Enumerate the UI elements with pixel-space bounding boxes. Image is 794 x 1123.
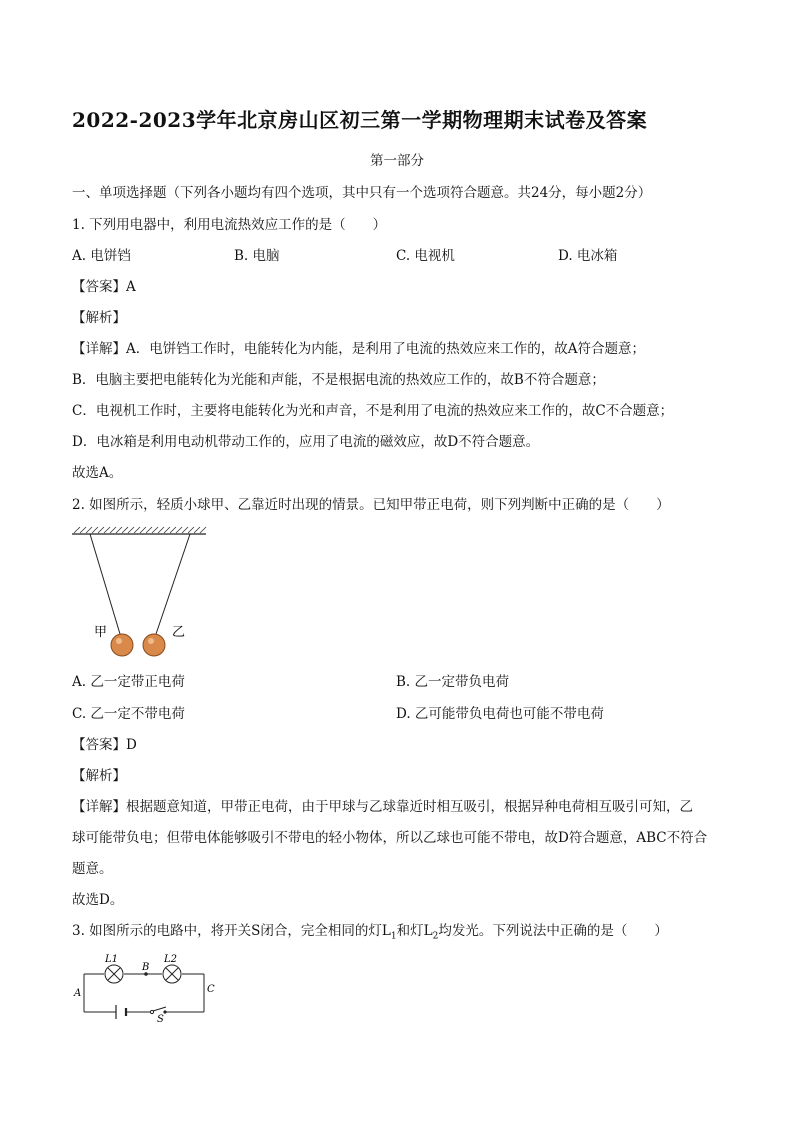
label-c: C (207, 984, 215, 995)
q1-detail-line: 【详解】A．电饼铛工作时，电能转化为内能，是利用了电流的热效应来工作的，故A符合题意； (72, 341, 645, 357)
q2-detail-line: 【详解】根据题意知道，甲带正电荷，由于甲球与乙球靠近时相互吸引，根据异种电荷相互吸引可知，乙 (72, 799, 693, 815)
label-s: S (157, 1014, 164, 1022)
battery (116, 1005, 126, 1019)
q2-detail-line: 球可能带负电；但带电体能够吸引不带电的轻小物体，所以乙球也可能不带电，故D符合题意，ABC不符合 (72, 830, 708, 846)
q2-option-a: A. 乙一定带正电荷 (72, 674, 185, 690)
q2-detail-line: 题意。 (72, 861, 113, 877)
q1-option-d: D. 电冰箱 (558, 248, 618, 264)
page-title: 2022-2023学年北京房山区初三第一学期物理期末试卷及答案 (72, 108, 648, 132)
label-b: B (142, 962, 150, 973)
label-l1: L1 (105, 954, 119, 965)
part-heading: 第一部分 (370, 153, 424, 169)
q1-answer: 【答案】A (72, 279, 136, 295)
q1-option-a: A. 电饼铛 (72, 248, 131, 264)
q1-option-b: B. 电脑 (234, 248, 280, 264)
lamp-l1 (105, 965, 123, 983)
label-jia: 甲 (94, 625, 108, 640)
right-thread (156, 534, 190, 634)
ball-yi (143, 634, 165, 656)
ceiling-hatch (72, 527, 206, 534)
q1-option-c: C. 电视机 (396, 248, 455, 264)
q3-stem: 3. 如图所示的电路中，将开关S闭合，完全相同的灯$L_1$和灯$L_2$均发光。下列说法中正确的是（ ） (72, 923, 668, 942)
q1-conclusion: 故选A。 (72, 465, 123, 481)
switch-s (150, 1007, 166, 1014)
label-a: A (74, 988, 82, 999)
q1-analysis-label: 【解析】 (72, 310, 126, 326)
q2-option-c: C. 乙一定不带电荷 (72, 706, 185, 722)
q2-option-b: B. 乙一定带负电荷 (396, 674, 510, 690)
q1-detail-line: B．电脑主要把电能转化为光能和声能，不是根据电流的热效应工作的，故B不符合题意； (72, 372, 605, 388)
section-heading: 一、单项选择题（下列各小题均有四个选项，其中只有一个选项符合题意。共24分，每小题2分） (72, 185, 652, 201)
q2-conclusion: 故选D。 (72, 892, 124, 908)
q2-option-d: D. 乙可能带负电荷也可能不带电荷 (396, 706, 604, 722)
pendulum-figure (72, 526, 208, 660)
lamp-l2 (163, 965, 181, 983)
q2-analysis-label: 【解析】 (72, 768, 126, 784)
q1-detail-line: C．电视机工作时，主要将电能转化为光和声音，不是利用了电流的热效应来工作的，故C不合题意； (72, 403, 674, 419)
label-l2: L2 (164, 954, 178, 965)
left-thread (90, 534, 120, 634)
q2-answer: 【答案】D (72, 737, 137, 753)
q1-stem: 1. 下列用电器中，利用电流热效应工作的是（ ） (72, 217, 387, 233)
label-yi: 乙 (172, 625, 186, 640)
ball-jia (111, 634, 133, 656)
q1-detail-line: D．电冰箱是利用电动机带动工作的，应用了电流的磁效应，故D不符合题意。 (72, 434, 540, 450)
q2-stem: 2. 如图所示，轻质小球甲、乙靠近时出现的情景。已知甲带正电荷，则下列判断中正确的是（ ） (72, 497, 670, 513)
circuit-figure (72, 950, 220, 1022)
